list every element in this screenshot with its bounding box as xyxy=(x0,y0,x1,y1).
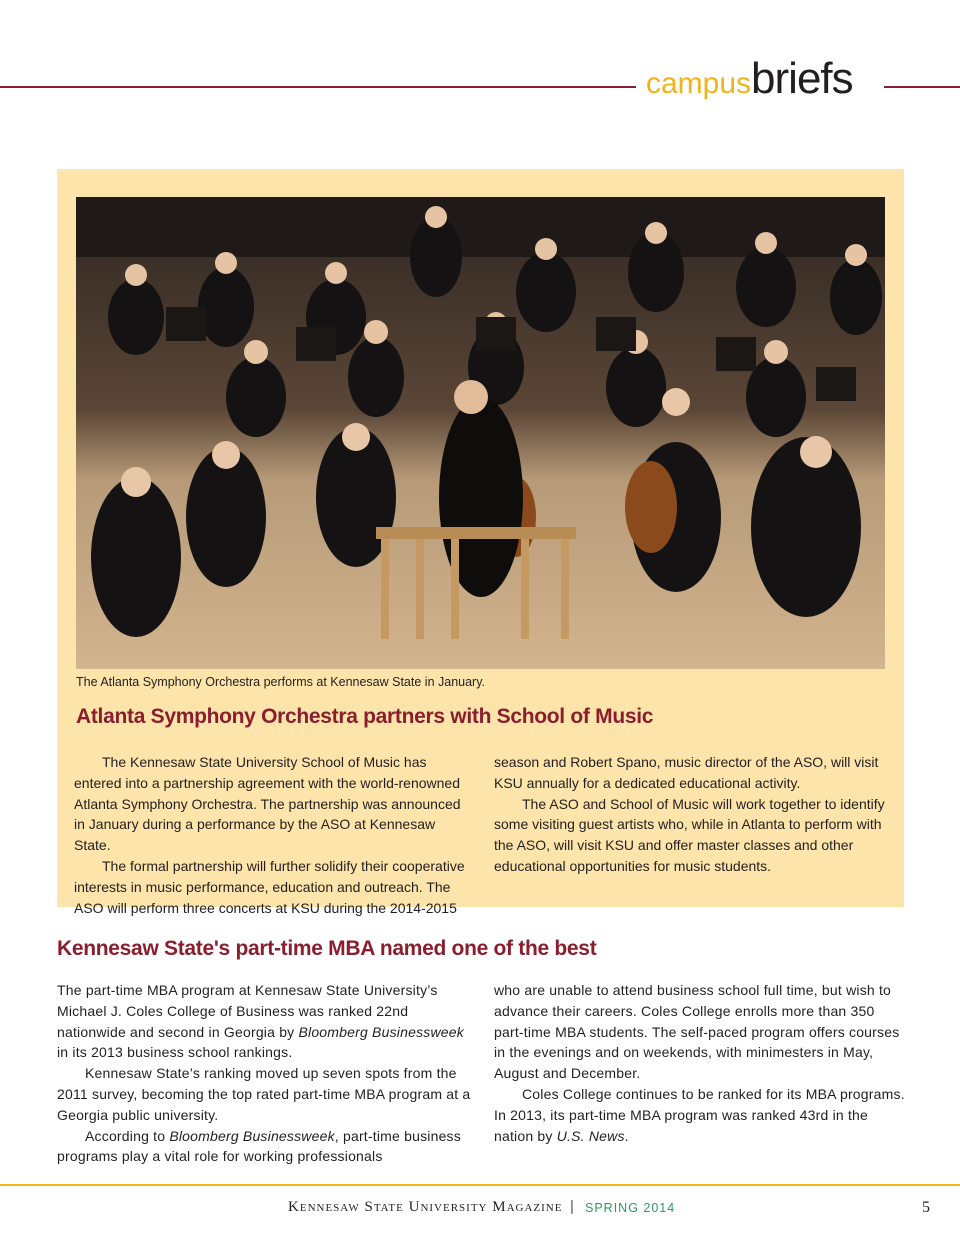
footer-separator: | xyxy=(570,1198,574,1215)
publication-name: Bloomberg Businessweek xyxy=(298,1023,464,1040)
aso-column-1 xyxy=(74,752,474,918)
photo-caption: The Atlanta Symphony Orchestra performs at Kennesaw State in January. xyxy=(76,675,486,689)
section-title-campus: campus xyxy=(646,67,752,100)
footer-rule xyxy=(0,1184,960,1186)
aso-column-2 xyxy=(494,752,894,877)
mba-text: According to xyxy=(85,1127,170,1144)
mba-paragraph: who are unable to attend business school full time, but wish to advance their careers. Coles College enrolls more than 350 part-time MBA students. The self-paced program offers courses in the evenings and on weekends, with minimesters in May, August and December. xyxy=(494,982,900,1082)
section-title-briefs: briefs xyxy=(751,54,853,103)
header-rule-left xyxy=(0,86,636,88)
publication-name: Bloomberg Businessweek xyxy=(169,1127,335,1144)
mba-text: in its 2013 business school rankings. xyxy=(57,1044,293,1061)
mba-text: The part-time MBA program at Kennesaw State University’s Michael J. Coles College of Business was ranked 22nd nationwide and second in Georgia by xyxy=(57,982,438,1040)
page-number: 5 xyxy=(922,1199,930,1216)
mba-column-1 xyxy=(57,980,472,1167)
section-title xyxy=(646,54,853,104)
orchestra-photo-illustration xyxy=(76,197,885,669)
aso-paragraph: season and Robert Spano, music director of the ASO, will visit KSU annually for a dedicated educational activity. xyxy=(494,754,879,791)
orchestra-photo xyxy=(76,197,885,669)
mba-paragraph xyxy=(57,1126,472,1168)
mba-paragraph xyxy=(494,1084,906,1146)
header-rule-right xyxy=(884,86,960,88)
mba-text: . xyxy=(624,1127,629,1144)
mba-paragraph: Kennesaw State’s ranking moved up seven spots from the 2011 survey, becoming the top rated part-time MBA program at a Georgia public university. xyxy=(57,1065,471,1123)
mba-text: Coles College continues to be ranked for its MBA programs. In 2013, its part-time MBA program was ranked 43rd in the nation by xyxy=(494,1085,905,1144)
mba-column-2 xyxy=(494,980,906,1146)
aso-headline: Atlanta Symphony Orchestra partners with School of Music xyxy=(76,705,654,728)
magazine-name: KENNESAW STATE UNIVERSITY MAGAZINE xyxy=(288,1199,563,1215)
mba-headline: Kennesaw State's part-time MBA named one of the best xyxy=(57,937,597,960)
mba-text: , part-time business programs play a vital role for working professionals xyxy=(57,1127,461,1165)
publication-name: U.S. News xyxy=(556,1127,625,1144)
issue-season: SPRING 2014 xyxy=(585,1201,676,1215)
aso-paragraph: The ASO and School of Music will work together to identify some visiting guest artists who, while in Atlanta to perform with the ASO, will visit KSU and offer master classes and other educational opportunities for music students. xyxy=(494,795,885,874)
aso-paragraph: The formal partnership will further solidify their cooperative interests in music performance, education and outreach. The ASO will perform three concerts at KSU during the 2014-2015 xyxy=(74,857,465,916)
aso-paragraph: The Kennesaw State University School of Music has entered into a partnership agreement with the world-renowned Atlanta Symphony Orchestra. The partnership was announced in January during a performance by the ASO at Kennesaw State. xyxy=(74,754,461,854)
mba-paragraph xyxy=(57,980,472,1063)
